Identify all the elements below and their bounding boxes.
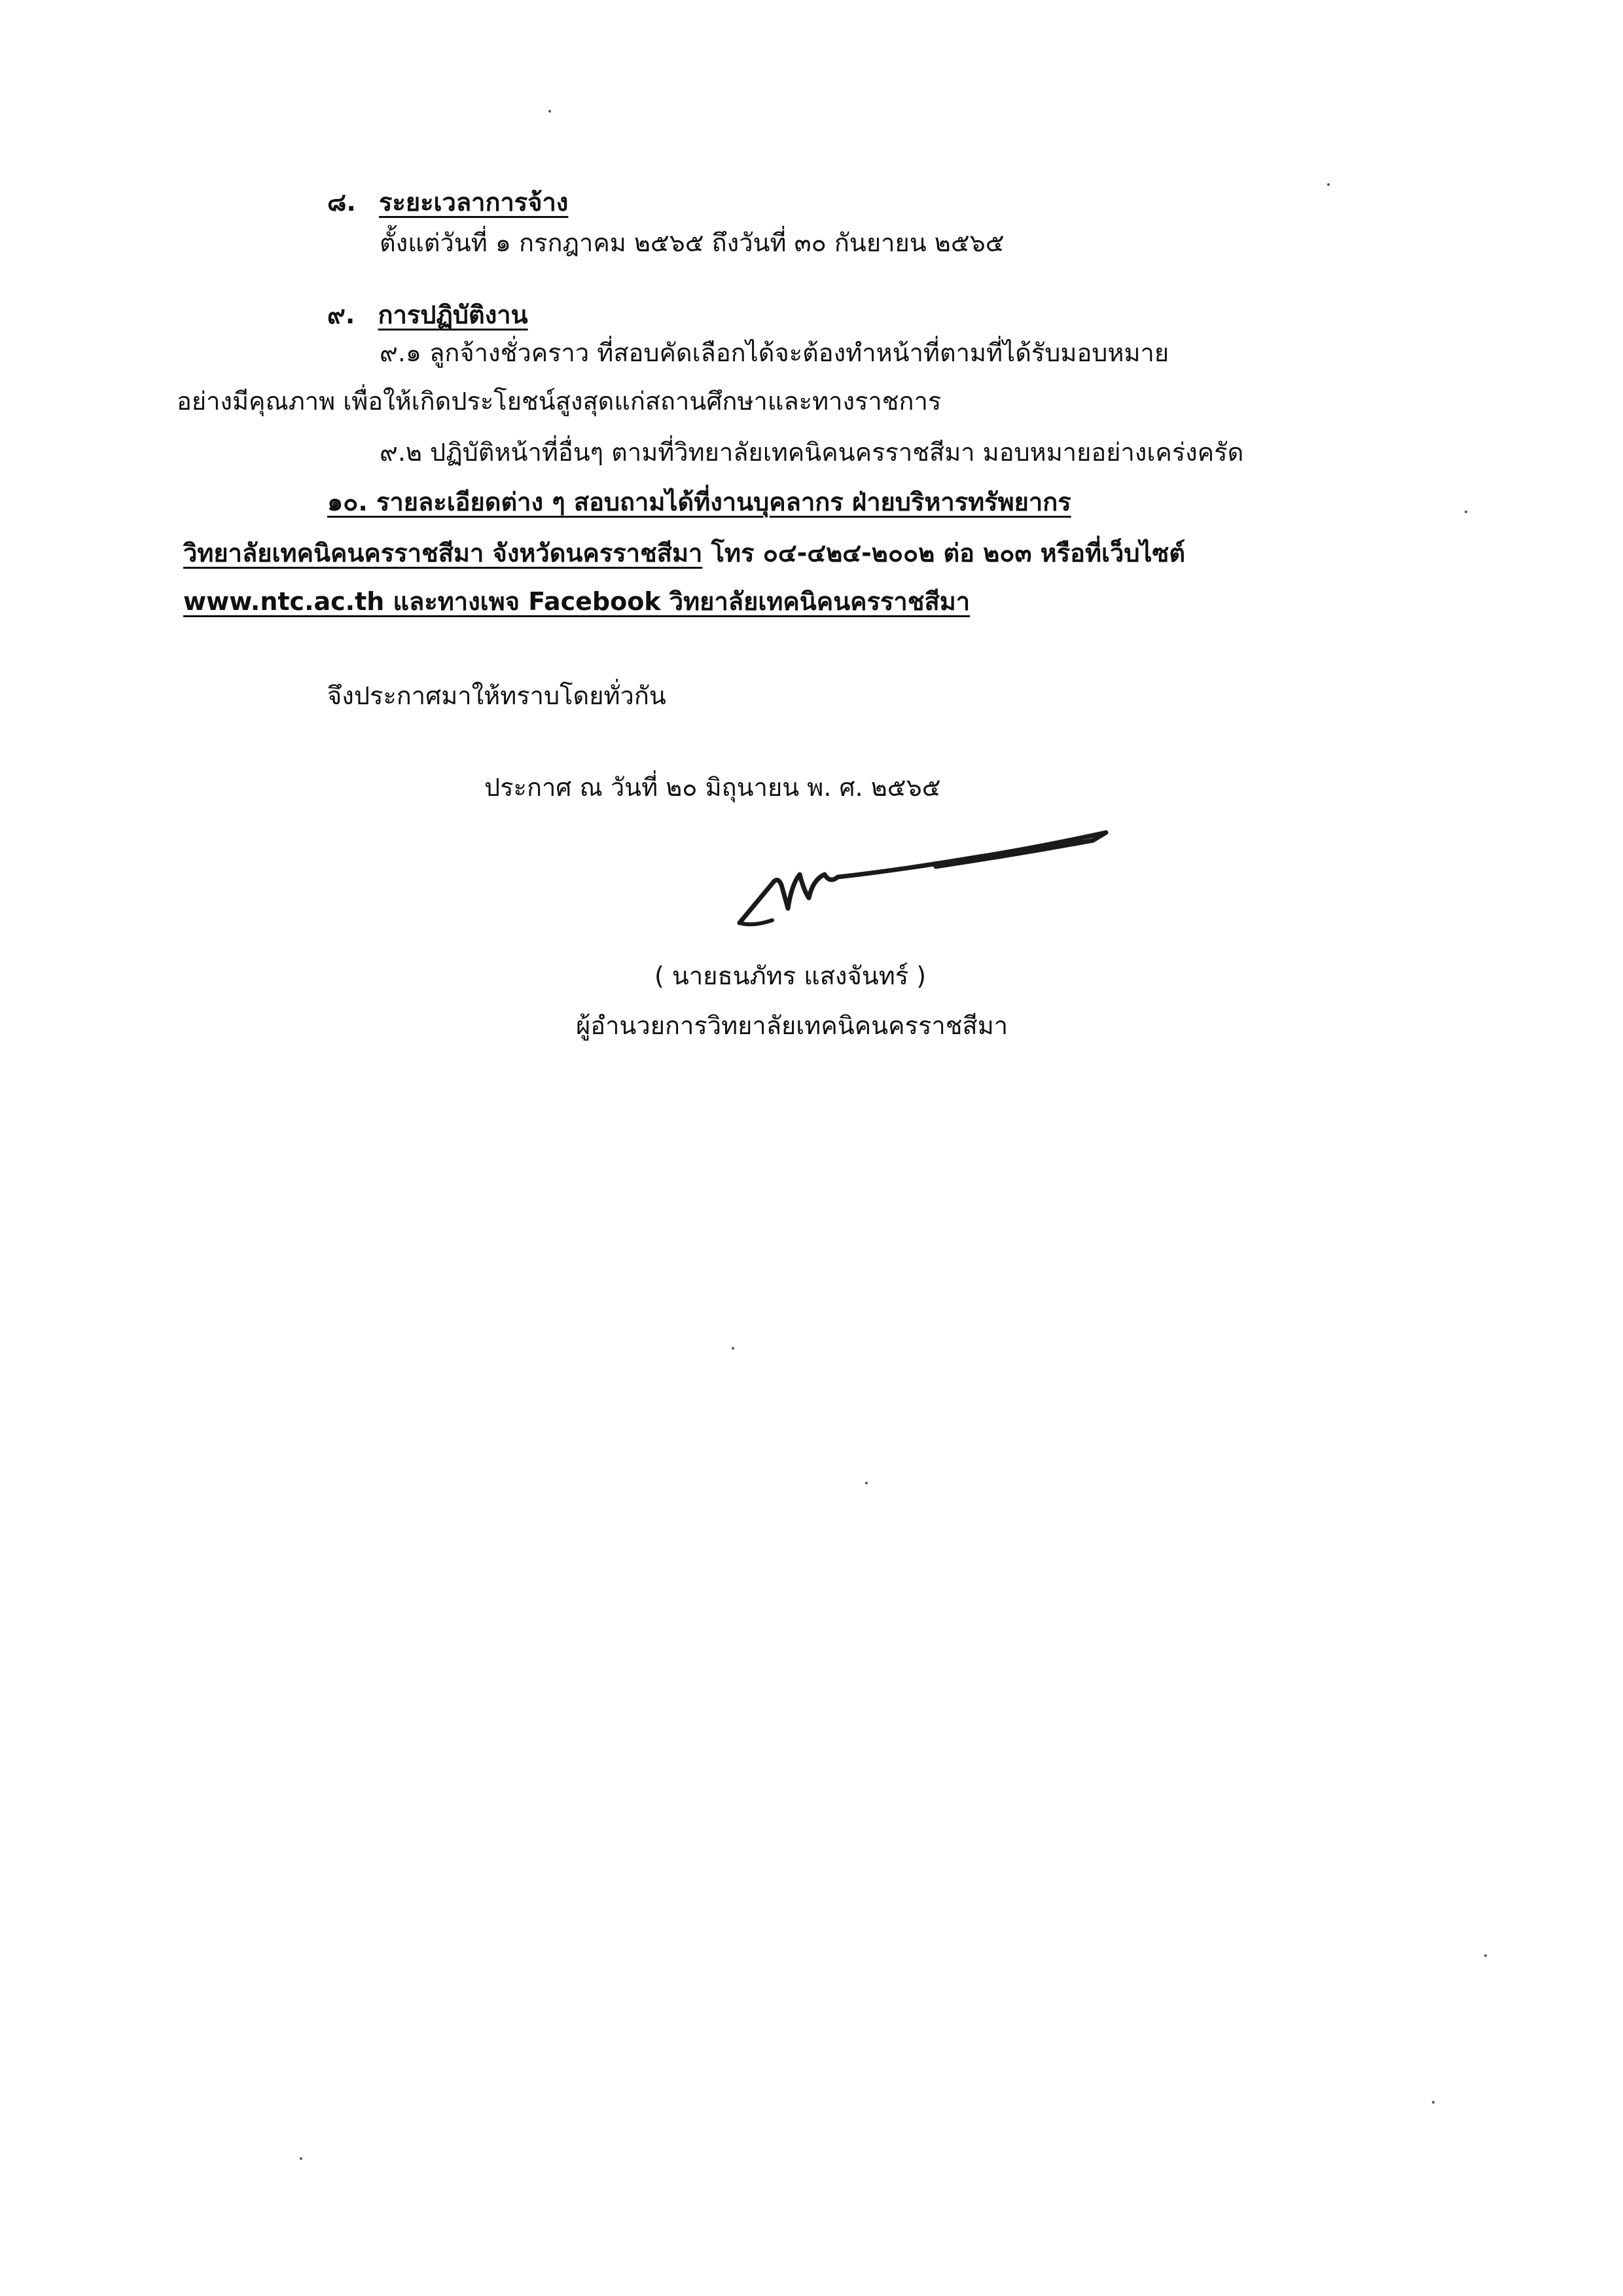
section-8-number: ๘. bbox=[327, 188, 356, 217]
section-9-item-1-line-1: ๙.๑ ลูกจ้างชั่วคราว ที่สอบคัดเลือกได้จะต้องทำหน้าที่ตามที่ได้รับมอบหมาย bbox=[380, 338, 1169, 367]
signature-image bbox=[726, 812, 1119, 936]
section-10-college-name: วิทยาลัยเทคนิคนครราชสีมา จังหวัดนครราชสีมา bbox=[183, 539, 703, 567]
section-9-item-2: ๙.๒ ปฏิบัติหน้าที่อื่นๆ ตามที่วิทยาลัยเทคนิคนครราชสีมา มอบหมายอย่างเคร่งครัด bbox=[380, 438, 1244, 467]
section-10-line-1: ๑๐. รายละเอียดต่าง ๆ สอบถามได้ที่งานบุคลากร ฝ่ายบริหารทรัพยากร bbox=[327, 488, 1071, 516]
section-9-item-1-line-2: อย่างมีคุณภาพ เพื่อให้เกิดประโยชน์สูงสุดแก่สถานศึกษาและทางราชการ bbox=[177, 387, 942, 416]
section-10-line-2 bbox=[183, 535, 1185, 571]
section-10-contact: โทร ๐๔-๔๒๔-๒๐๐๒ ต่อ ๒๐๓ หรือที่เว็บไซต์ bbox=[702, 539, 1186, 567]
scan-speck bbox=[1484, 1954, 1487, 1957]
scan-speck bbox=[1432, 2101, 1435, 2104]
section-9-heading bbox=[327, 297, 528, 332]
scan-speck bbox=[732, 1347, 734, 1350]
scan-speck bbox=[300, 2157, 302, 2160]
scan-speck bbox=[1327, 183, 1330, 186]
section-9-number: ๙. bbox=[327, 300, 355, 329]
announcement-date: ประกาศ ณ วันที่ ๒๐ มิถุนายน พ. ศ. ๒๕๖๕ bbox=[484, 773, 941, 802]
section-8-heading bbox=[327, 185, 568, 220]
scan-speck bbox=[1465, 511, 1467, 513]
scan-speck bbox=[548, 110, 551, 113]
section-10-line-3: www.ntc.ac.th และทางเพจ Facebook วิทยาลัยเทคนิคนครราชสีมา bbox=[183, 587, 971, 616]
closing-text: จึงประกาศมาให้ทราบโดยทั่วกัน bbox=[327, 681, 666, 710]
section-8-title: ระยะเวลาการจ้าง bbox=[379, 188, 569, 217]
signer-title: ผู้อำนวยการวิทยาลัยเทคนิคนครราชสีมา bbox=[576, 1011, 1008, 1040]
section-9-title: การปฏิบัติงาน bbox=[378, 300, 528, 329]
signer-name: ( นายธนภัทร แสงจันทร์ ) bbox=[654, 961, 927, 990]
section-8-body: ตั้งแต่วันที่ ๑ กรกฎาคม ๒๕๖๕ ถึงวันที่ ๓๐ กันยายน ๒๕๖๕ bbox=[380, 228, 1005, 257]
scan-speck bbox=[865, 1482, 868, 1484]
